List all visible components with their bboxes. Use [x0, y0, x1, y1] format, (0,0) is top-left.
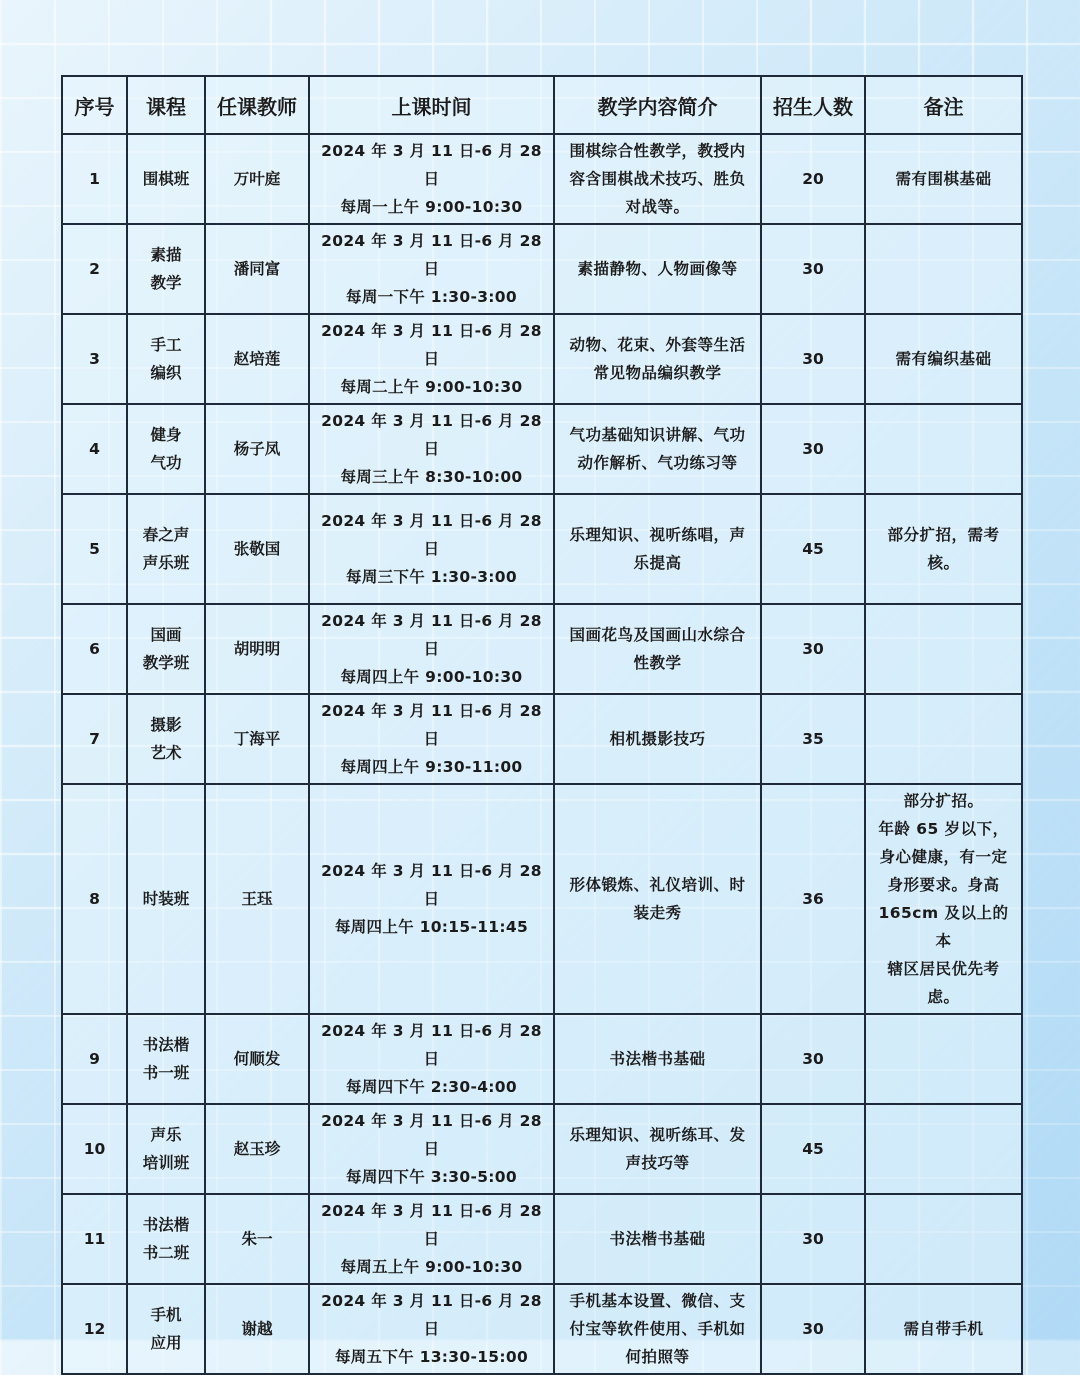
- remarks-line: 需有编织基础: [895, 350, 992, 368]
- table-row: [62, 134, 1022, 224]
- content-intro: [554, 134, 761, 224]
- course-name: [127, 1104, 205, 1194]
- teacher-name: 胡明明: [205, 604, 309, 694]
- class-time-line: 每周一上午 9:00-10:30: [340, 198, 523, 216]
- header-note: 备注: [865, 76, 1022, 134]
- class-time-line: 每周三下午 1:30-3:00: [346, 568, 517, 586]
- remarks: [865, 494, 1022, 604]
- header-course: 课程: [127, 76, 205, 134]
- remarks-line: 核。: [927, 554, 960, 572]
- row-number: 1: [62, 134, 127, 224]
- header-time: 上课时间: [309, 76, 554, 134]
- class-time-line: 2024 年 3 月 11 日-6 月 28 日: [321, 142, 542, 188]
- teacher-name: 王珏: [205, 784, 309, 1014]
- remarks-line: 身心健康，有一定: [879, 848, 1008, 866]
- remarks: [865, 314, 1022, 404]
- content-intro-line: 对战等。: [625, 198, 690, 216]
- table-row: [62, 224, 1022, 314]
- class-time: [309, 404, 554, 494]
- remarks: [865, 604, 1022, 694]
- course-name-line: 书二班: [142, 1244, 190, 1262]
- content-intro-line: 动作解析、气功练习等: [577, 454, 738, 472]
- class-time-line: 2024 年 3 月 11 日-6 月 28 日: [321, 412, 542, 458]
- remarks: [865, 1014, 1022, 1104]
- content-intro-line: 付宝等软件使用、手机如: [569, 1320, 746, 1338]
- class-time: [309, 314, 554, 404]
- enrollment-count: 30: [761, 604, 865, 694]
- teacher-name: 谢越: [205, 1284, 309, 1374]
- content-intro-line: 何拍照等: [625, 1348, 690, 1366]
- content-intro: [554, 694, 761, 784]
- table-row: [62, 1194, 1022, 1284]
- remarks-line: 部分扩招，需考: [887, 526, 1000, 544]
- content-intro: [554, 604, 761, 694]
- content-intro-line: 乐理知识、视听练耳、发: [569, 1126, 746, 1144]
- course-name: [127, 1014, 205, 1104]
- content-intro: [554, 404, 761, 494]
- remarks: [865, 404, 1022, 494]
- content-intro-line: 书法楷书基础: [609, 1050, 706, 1068]
- class-time-line: 每周四上午 9:00-10:30: [340, 668, 523, 686]
- course-name-line: 手工: [150, 336, 182, 354]
- content-intro: [554, 1014, 761, 1104]
- remarks-line: 年龄 65 岁以下，: [878, 820, 1009, 838]
- header-row: [62, 76, 1022, 134]
- content-intro-line: 相机摄影技巧: [609, 730, 706, 748]
- course-name-line: 素描: [150, 246, 182, 264]
- course-name: [127, 494, 205, 604]
- content-intro-line: 乐理知识、视听练唱，声: [569, 526, 746, 544]
- class-time-line: 每周四下午 2:30-4:00: [346, 1078, 517, 1096]
- class-time-line: 2024 年 3 月 11 日-6 月 28 日: [321, 1022, 542, 1068]
- class-time: [309, 1014, 554, 1104]
- course-name: [127, 784, 205, 1014]
- course-name-line: 声乐: [150, 1126, 182, 1144]
- teacher-name: 丁海平: [205, 694, 309, 784]
- course-name: [127, 1284, 205, 1374]
- course-name-line: 编织: [150, 364, 182, 382]
- course-name-line: 声乐班: [142, 554, 190, 572]
- row-number: 10: [62, 1104, 127, 1194]
- table-row: [62, 1104, 1022, 1194]
- row-number: 8: [62, 784, 127, 1014]
- remarks-line: 需自带手机: [903, 1320, 984, 1338]
- course-name: [127, 604, 205, 694]
- row-number: 12: [62, 1284, 127, 1374]
- class-time-line: 每周四上午 9:30-11:00: [340, 758, 523, 776]
- course-name-line: 书一班: [142, 1064, 190, 1082]
- header-teacher: 任课教师: [205, 76, 309, 134]
- content-intro: [554, 494, 761, 604]
- class-time: [309, 694, 554, 784]
- course-name-line: 艺术: [150, 744, 182, 762]
- enrollment-count: 30: [761, 224, 865, 314]
- enrollment-count: 36: [761, 784, 865, 1014]
- remarks-line: 虑。: [927, 988, 960, 1006]
- enrollment-count: 30: [761, 1284, 865, 1374]
- content-intro-line: 声技巧等: [625, 1154, 690, 1172]
- row-number: 9: [62, 1014, 127, 1104]
- course-schedule-table: [61, 75, 1023, 1375]
- remarks-line: 部分扩招。: [903, 792, 984, 810]
- course-name-line: 摄影: [150, 716, 182, 734]
- class-time-line: 2024 年 3 月 11 日-6 月 28 日: [321, 702, 542, 748]
- content-intro-line: 性教学: [633, 654, 682, 672]
- table-row: [62, 784, 1022, 1014]
- course-name-line: 教学班: [142, 654, 190, 672]
- row-number: 11: [62, 1194, 127, 1284]
- class-time-line: 每周三上午 8:30-10:00: [340, 468, 523, 486]
- remarks-line: 身形要求。身高: [887, 876, 1000, 894]
- header-no: 序号: [62, 76, 127, 134]
- enrollment-count: 35: [761, 694, 865, 784]
- enrollment-count: 30: [761, 1194, 865, 1284]
- enrollment-count: 45: [761, 1104, 865, 1194]
- enrollment-count: 30: [761, 404, 865, 494]
- content-intro-line: 乐提高: [633, 554, 682, 572]
- schedule-body: [62, 134, 1022, 1374]
- course-name: [127, 314, 205, 404]
- remarks-line: 辖区居民优先考: [887, 960, 1000, 978]
- content-intro-line: 常见物品编织教学: [593, 364, 722, 382]
- course-name-line: 国画: [150, 626, 182, 644]
- content-intro: [554, 314, 761, 404]
- course-schedule-sheet: [61, 75, 1021, 1366]
- content-intro-line: 装走秀: [633, 904, 682, 922]
- table-row: [62, 494, 1022, 604]
- content-intro-line: 国画花鸟及国画山水综合: [569, 626, 746, 644]
- course-name-line: 气功: [150, 454, 182, 472]
- class-time: [309, 224, 554, 314]
- class-time: [309, 1194, 554, 1284]
- teacher-name: 何顺发: [205, 1014, 309, 1104]
- class-time-line: 每周四上午 10:15-11:45: [334, 918, 529, 936]
- remarks: [865, 134, 1022, 224]
- course-name: [127, 694, 205, 784]
- class-time-line: 2024 年 3 月 11 日-6 月 28 日: [321, 232, 542, 278]
- class-time: [309, 784, 554, 1014]
- row-number: 6: [62, 604, 127, 694]
- class-time-line: 每周五上午 9:00-10:30: [340, 1258, 523, 1276]
- teacher-name: 赵玉珍: [205, 1104, 309, 1194]
- table-row: [62, 314, 1022, 404]
- remarks: [865, 1284, 1022, 1374]
- table-row: [62, 1284, 1022, 1374]
- teacher-name: 朱一: [205, 1194, 309, 1284]
- class-time-line: 2024 年 3 月 11 日-6 月 28 日: [321, 862, 542, 908]
- course-name-line: 春之声: [142, 526, 190, 544]
- teacher-name: 张敬国: [205, 494, 309, 604]
- course-name-line: 围棋班: [142, 170, 190, 188]
- teacher-name: 潘同富: [205, 224, 309, 314]
- course-name-line: 培训班: [142, 1154, 190, 1172]
- content-intro-line: 气功基础知识讲解、气功: [569, 426, 746, 444]
- content-intro-line: 动物、花束、外套等生活: [569, 336, 746, 354]
- course-name-line: 健身: [150, 426, 182, 444]
- content-intro: [554, 1194, 761, 1284]
- course-name-line: 时装班: [142, 890, 190, 908]
- class-time-line: 每周一下午 1:30-3:00: [346, 288, 517, 306]
- table-row: [62, 404, 1022, 494]
- row-number: 5: [62, 494, 127, 604]
- class-time-line: 2024 年 3 月 11 日-6 月 28 日: [321, 1292, 542, 1338]
- class-time: [309, 1284, 554, 1374]
- content-intro-line: 素描静物、人物画像等: [577, 260, 738, 278]
- remarks: [865, 1194, 1022, 1284]
- table-row: [62, 694, 1022, 784]
- course-name: [127, 224, 205, 314]
- content-intro: [554, 1104, 761, 1194]
- content-intro: [554, 784, 761, 1014]
- enrollment-count: 30: [761, 314, 865, 404]
- class-time-line: 2024 年 3 月 11 日-6 月 28 日: [321, 1202, 542, 1248]
- row-number: 4: [62, 404, 127, 494]
- class-time-line: 每周五下午 13:30-15:00: [334, 1348, 529, 1366]
- class-time-line: 2024 年 3 月 11 日-6 月 28 日: [321, 1112, 542, 1158]
- teacher-name: 万叶庭: [205, 134, 309, 224]
- table-row: [62, 1014, 1022, 1104]
- course-name-line: 书法楷: [142, 1036, 190, 1054]
- class-time-line: 每周二上午 9:00-10:30: [340, 378, 523, 396]
- row-number: 2: [62, 224, 127, 314]
- content-intro-line: 书法楷书基础: [609, 1230, 706, 1248]
- enrollment-count: 30: [761, 1014, 865, 1104]
- content-intro-line: 形体锻炼、礼仪培训、时: [569, 876, 746, 894]
- class-time: [309, 134, 554, 224]
- enrollment-count: 20: [761, 134, 865, 224]
- header-count: 招生人数: [761, 76, 865, 134]
- content-intro-line: 容含围棋战术技巧、胜负: [569, 170, 746, 188]
- teacher-name: 赵培莲: [205, 314, 309, 404]
- teacher-name: 杨子凤: [205, 404, 309, 494]
- class-time: [309, 604, 554, 694]
- content-intro: [554, 224, 761, 314]
- remarks: [865, 694, 1022, 784]
- content-intro-line: 手机基本设置、微信、支: [569, 1292, 746, 1310]
- class-time-line: 2024 年 3 月 11 日-6 月 28 日: [321, 612, 542, 658]
- class-time: [309, 1104, 554, 1194]
- class-time-line: 2024 年 3 月 11 日-6 月 28 日: [321, 512, 542, 558]
- content-intro-line: 围棋综合性教学，教授内: [569, 142, 746, 160]
- class-time-line: 2024 年 3 月 11 日-6 月 28 日: [321, 322, 542, 368]
- class-time: [309, 494, 554, 604]
- row-number: 3: [62, 314, 127, 404]
- header-intro: 教学内容简介: [554, 76, 761, 134]
- remarks-line: 165cm 及以上的本: [878, 904, 1009, 950]
- remarks: [865, 784, 1022, 1014]
- table-row: [62, 604, 1022, 694]
- course-name: [127, 1194, 205, 1284]
- course-name-line: 书法楷: [142, 1216, 190, 1234]
- enrollment-count: 45: [761, 494, 865, 604]
- remarks-line: 需有围棋基础: [895, 170, 992, 188]
- content-intro: [554, 1284, 761, 1374]
- course-name: [127, 404, 205, 494]
- remarks: [865, 1104, 1022, 1194]
- course-name-line: 手机: [150, 1306, 182, 1324]
- remarks: [865, 224, 1022, 314]
- course-name-line: 教学: [150, 274, 182, 292]
- course-name-line: 应用: [150, 1334, 182, 1352]
- class-time-line: 每周四下午 3:30-5:00: [346, 1168, 517, 1186]
- course-name: [127, 134, 205, 224]
- row-number: 7: [62, 694, 127, 784]
